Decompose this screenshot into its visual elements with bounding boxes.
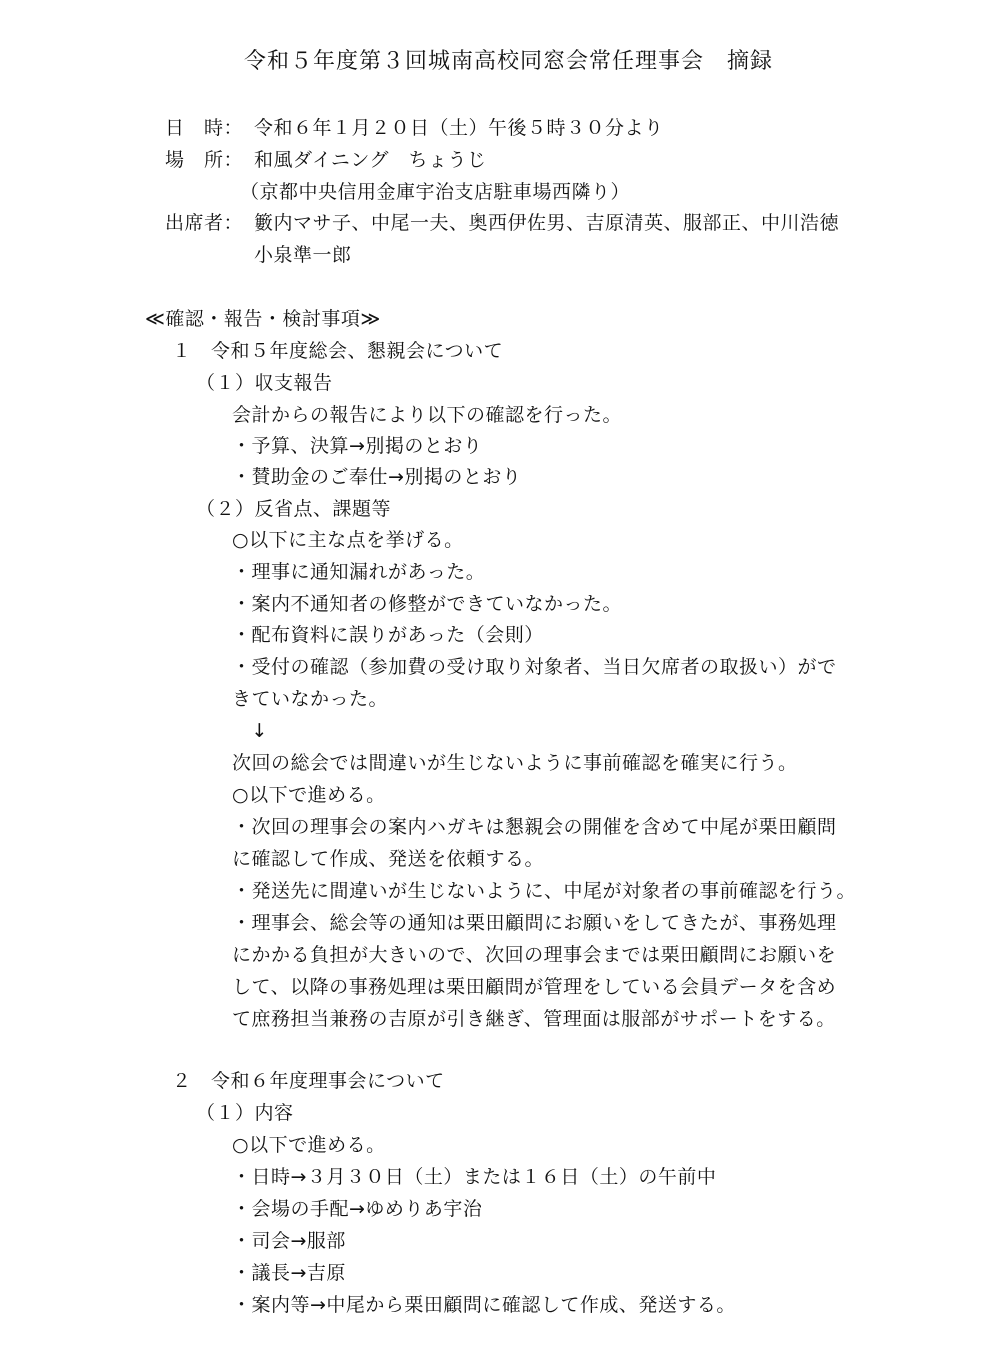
body-line: ○以下に主な点を挙げる。 [232,529,464,551]
body-line: 次回の総会では間違いが生じないように事前確認を確実に行う。 [232,752,798,774]
body-line: にかかる負担が大きいので、次回の理事会までは栗田顧問にお願いを [232,944,837,966]
attendees-line: 小泉準一郎 [254,244,352,266]
body-line: ・次回の理事会の案内ハガキは懇親会の開催を含めて中尾が栗田顧問 [232,816,837,838]
body-line: ・案内不通知者の修整ができていなかった。 [232,593,623,615]
body-line: ○以下で進める。 [232,784,386,806]
body-line: ・会場の手配→ゆめりあ宇治 [232,1198,483,1220]
arrow-line: ↓ [232,720,268,742]
attendees-label: 出席者： [165,212,244,234]
body-line: ・理事に通知漏れがあった。 [232,561,486,583]
body-line: ○以下で進める。 [232,1134,386,1156]
body-line: して、以降の事務処理は栗田顧問が管理をしている会員データを含め [232,976,837,998]
body-line: ・日時→３月３０日（土）または１６日（土）の午前中 [232,1166,717,1188]
item-heading: ２ 令和６年度理事会について [172,1070,445,1092]
place-note: （京都中央信用金庫宇治支店駐車場西隣り） [240,181,631,203]
document-title: 令和５年度第３回城南高校同窓会常任理事会 摘録 [244,49,774,74]
body-line: ・理事会、総会等の通知は栗田顧問にお願いをしてきたが、事務処理 [232,912,837,934]
body-line: ・賛助金のご奉仕→別掲のとおり [232,466,522,488]
item-heading: １ 令和５年度総会、懇親会について [172,340,504,362]
body-line: 会計からの報告により以下の確認を行った。 [232,404,623,426]
body-line: ・司会→服部 [232,1230,346,1252]
subitem-heading: （１）収支報告 [196,372,333,394]
place-value: 和風ダイニング ちょうじ [254,149,487,171]
place-label: 場 所： [165,149,244,171]
body-line: きていなかった。 [232,688,389,710]
subitem-heading: （１）内容 [196,1102,294,1124]
body-line: ・予算、決算→別掲のとおり [232,435,483,457]
body-line: ・議長→吉原 [232,1262,346,1284]
body-line: に確認して作成、発送を依頼する。 [232,848,545,870]
date-value: 令和６年１月２０日（土）午後５時３０分より [254,117,664,139]
attendees-line: 籔内マサ子、中尾一夫、奥西伊佐男、吉原清英、服部正、中川浩徳 [254,212,840,234]
body-line: て庶務担当兼務の吉原が引き継ぎ、管理面は服部がサポートをする。 [232,1008,836,1030]
subitem-heading: （２）反省点、課題等 [196,498,392,520]
body-line: ・配布資料に誤りがあった（会則） [232,624,544,646]
body-line: ・案内等→中尾から栗田顧問に確認して作成、発送する。 [232,1294,736,1316]
body-line: ・受付の確認（参加費の受け取り対象者、当日欠席者の取扱い）がで [232,656,837,678]
section-header: ≪確認・報告・検討事項≫ [145,308,381,330]
date-label: 日 時： [165,117,244,139]
body-line: ・発送先に間違いが生じないように、中尾が対象者の事前確認を行う。 [232,880,857,902]
